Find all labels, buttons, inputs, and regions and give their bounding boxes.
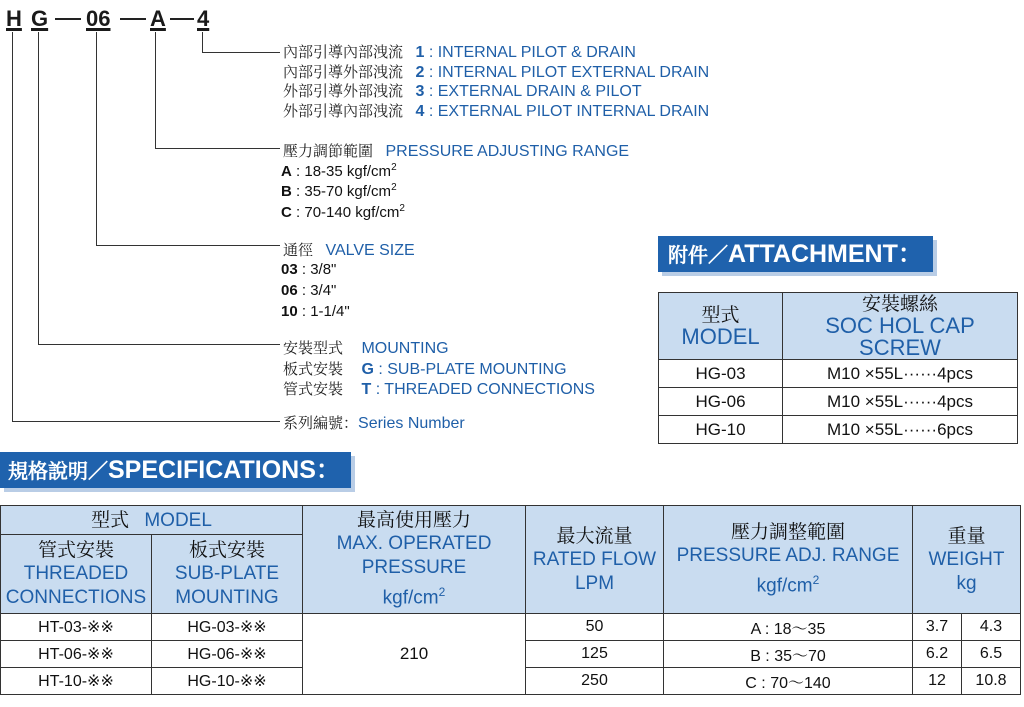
code-series-letter: H	[6, 6, 22, 31]
size-option: 06 : 3/4"	[281, 282, 337, 299]
spec-range-cell: A : 18～35	[664, 614, 913, 641]
spec-threaded-cell: HT-06-※※	[1, 641, 152, 668]
spec-range-cell: B : 35～70	[664, 641, 913, 668]
series-number-legend: 系列編號：Series Number	[283, 414, 465, 432]
spec-subplate-cell: HG-06-※※	[152, 641, 303, 668]
pressure-option: B : 35-70 kgf/$cm^2$	[281, 182, 397, 200]
size-option: 10 : 1-1/4"	[281, 303, 350, 320]
attachment-header-screw: 安裝螺絲 SOC HOL CAP SCREW	[783, 293, 1018, 360]
drain-option: 內部引導內部洩流 1 : INTERNAL PILOT & DRAIN	[283, 43, 636, 61]
spec-header-weight: 重量 WEIGHT kg	[913, 506, 1021, 614]
spec-header-rated-flow: 最大流量 RATED FLOW LPM	[526, 506, 664, 614]
pressure-heading: 壓力調節範圍 PRESSURE ADJUSTING RANGE	[283, 142, 630, 160]
attachment-table	[658, 292, 1018, 444]
size-option: 03 : 3/8"	[281, 261, 337, 278]
spec-threaded-cell: HT-03-※※	[1, 614, 152, 641]
table-row	[659, 416, 1018, 444]
size-heading: 通徑 VALVE SIZE	[283, 241, 415, 259]
spec-header-subplate: 板式安裝 SUB-PLATE MOUNTING	[152, 535, 303, 614]
mounting-option: 板式安裝 G : SUB-PLATE MOUNTING	[283, 360, 567, 378]
code-dash	[120, 18, 146, 20]
attachment-screw-cell: M10 ×55L······4pcs	[783, 388, 1018, 416]
spec-weight-threaded-cell: 12	[913, 668, 962, 695]
attachment-header-row	[659, 293, 1018, 360]
attachment-model-cell: HG-06	[659, 388, 783, 416]
attachment-model-cell: HG-10	[659, 416, 783, 444]
spec-flow-cell: 50	[526, 614, 664, 641]
spec-header-threaded: 管式安裝 THREADED CONNECTIONS	[1, 535, 152, 614]
attachment-screw-cell: M10 ×55L······6pcs	[783, 416, 1018, 444]
spec-subplate-cell: HG-10-※※	[152, 668, 303, 695]
code-mounting-letter: G	[31, 6, 49, 31]
table-row	[659, 388, 1018, 416]
pressure-option: C : 70-140 kgf/$cm^2$	[281, 203, 405, 221]
pressure-option: A : 18-35 kgf/$cm^2$	[281, 162, 397, 180]
spec-max-pressure-cell: 210	[303, 614, 526, 695]
spec-header-pressure-range: 壓力調整範圍 PRESSURE ADJ. RANGE kgf/$cm^2$	[664, 506, 913, 614]
code-dash	[170, 18, 194, 20]
attachment-title: 附件／ATTACHMENT：	[658, 236, 933, 272]
code-drain: 4	[197, 6, 210, 31]
attachment-model-cell: HG-03	[659, 360, 783, 388]
attachment-header-model: 型式 MODEL	[659, 293, 783, 360]
mounting-heading: 安裝型式 MOUNTING	[283, 339, 449, 357]
spec-header-model: 型式 MODEL	[1, 506, 303, 535]
code-size: 06	[86, 6, 111, 31]
spec-weight-subplate-cell: 6.5	[962, 641, 1021, 668]
spec-subplate-cell: HG-03-※※	[152, 614, 303, 641]
spec-range-cell: C : 70～140	[664, 668, 913, 695]
spec-weight-subplate-cell: 4.3	[962, 614, 1021, 641]
drain-option: 外部引導內部洩流 4 : EXTERNAL PILOT INTERNAL DRAIN	[283, 102, 710, 120]
spec-weight-threaded-cell: 6.2	[913, 641, 962, 668]
spec-header-row	[1, 506, 1021, 535]
spec-weight-threaded-cell: 3.7	[913, 614, 962, 641]
specifications-title: 規格說明／SPECIFICATIONS：	[0, 452, 351, 488]
spec-threaded-cell: HT-10-※※	[1, 668, 152, 695]
spec-header-max-pressure: 最高使用壓力 MAX. OPERATED PRESSURE kgf/$cm^2$	[303, 506, 526, 614]
table-row	[1, 614, 1021, 641]
drain-option: 內部引導外部洩流 2 : INTERNAL PILOT EXTERNAL DRAIN	[283, 63, 710, 81]
specifications-table	[0, 505, 1021, 695]
attachment-screw-cell: M10 ×55L······4pcs	[783, 360, 1018, 388]
spec-flow-cell: 125	[526, 641, 664, 668]
spec-flow-cell: 250	[526, 668, 664, 695]
code-pressure: A	[150, 6, 166, 31]
mounting-option: 管式安裝 T : THREADED CONNECTIONS	[283, 380, 595, 398]
spec-weight-subplate-cell: 10.8	[962, 668, 1021, 695]
table-row	[659, 360, 1018, 388]
drain-option: 外部引導外部洩流 3 : EXTERNAL DRAIN & PILOT	[283, 82, 642, 100]
code-dash	[55, 18, 81, 20]
